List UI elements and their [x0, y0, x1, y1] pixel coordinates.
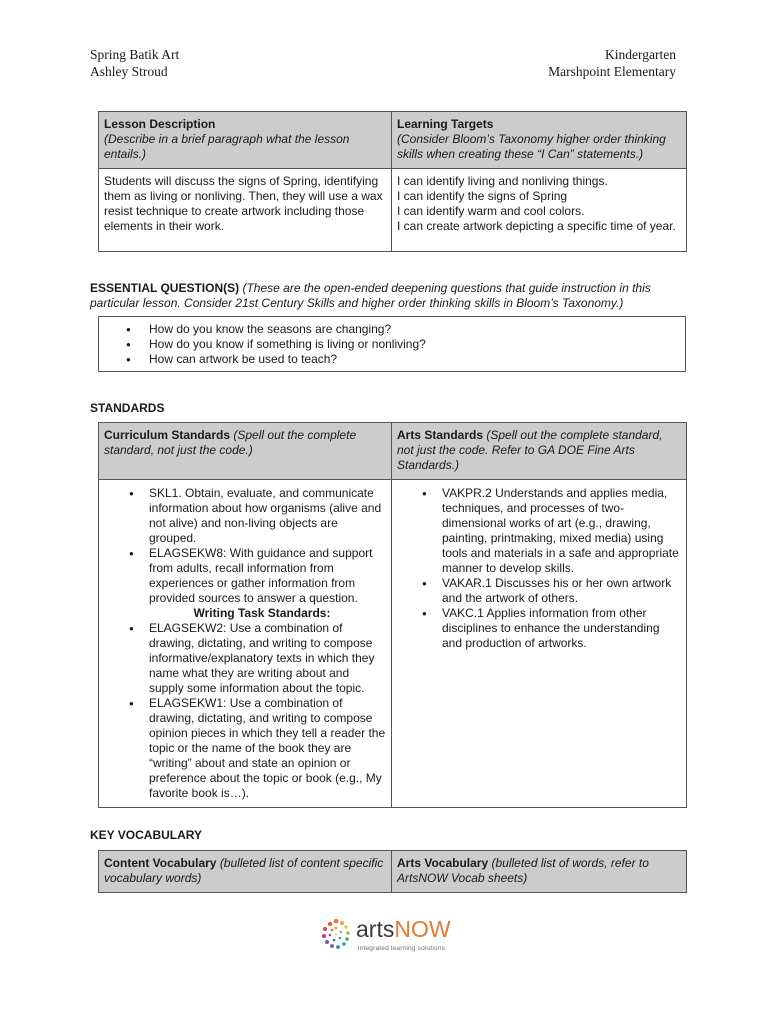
school-name: Marshpoint Elementary — [548, 64, 676, 79]
key-vocabulary-heading: KEY VOCABULARY — [90, 828, 203, 842]
learning-target: I can identify the signs of Spring — [397, 189, 568, 203]
vocabulary-table — [98, 850, 687, 893]
vocabulary-table-header — [99, 851, 687, 893]
artsnow-tagline: integrated learning solutions — [358, 945, 446, 952]
arts-standards-body — [392, 480, 687, 808]
essential-question: ● How do you know if something is living or nonliving? — [99, 337, 685, 352]
lesson-description-body: Students will discuss the signs of Spring, identifying them as living or nonliving. Then, they will use a wax resist technique to create artwork including those elements in their work. — [99, 169, 392, 252]
lesson-title: Spring Batik Art — [90, 47, 180, 62]
arts-standard: ● VAKPR.2 Understands and applies media, techniques, and processes of two-dimensional works of art (e.g., drawing, painting, printmaking, mixed media) using tools and materials in a safe and appropriate manner to develop skills. — [397, 486, 681, 576]
essential-questions-heading — [90, 281, 690, 311]
essential-question: ● How do you know the seasons are changing? — [99, 322, 685, 337]
writing-task-standards-title: Writing Task Standards: — [193, 606, 331, 620]
learning-target: I can identify warm and cool colors. — [397, 204, 585, 218]
learning-targets-title: Learning Targets — [397, 117, 494, 131]
content-vocabulary-note: (bulleted list of content specific vocabulary words) — [104, 856, 384, 885]
artsnow-logo — [316, 912, 466, 960]
standards-table-header — [99, 423, 687, 480]
artsnow-wordmark — [356, 916, 451, 943]
header-left — [90, 46, 179, 80]
lesson-description-header — [99, 112, 392, 169]
lesson-description-note: (Describe in a brief paragraph what the lesson entails.) — [104, 132, 350, 161]
lesson-table — [98, 111, 687, 252]
header-right — [548, 46, 676, 80]
arts-standard: ● VAKC.1 Applies information from other disciplines to enhance the understanding and production of artworks. — [397, 606, 681, 651]
curriculum-standard: ● SKL1. Obtain, evaluate, and communicate information about how organisms (alive and not alive) and non-living objects are grouped. — [104, 486, 386, 546]
content-vocabulary-title: Content Vocabulary — [104, 856, 217, 870]
standards-table — [98, 422, 687, 808]
arts-vocabulary-note: (bulleted list of words, refer to ArtsNOW Vocab sheets) — [397, 856, 649, 885]
learning-targets-body — [392, 169, 687, 252]
teacher-name: Ashley Stroud — [90, 64, 168, 79]
lesson-table-header — [99, 112, 687, 169]
lesson-table-body — [99, 169, 687, 252]
essential-questions-box — [98, 316, 686, 372]
arts-standards-header — [392, 423, 687, 480]
essential-questions-list — [99, 322, 685, 367]
learning-target: I can identify living and nonliving things. — [397, 174, 608, 188]
standards-heading: STANDARDS — [90, 401, 165, 415]
arts-standard: ● VAKAR.1 Discusses his or her own artwork and the artwork of others. — [397, 576, 681, 606]
artsnow-burst-icon — [316, 915, 356, 955]
curriculum-standards-body — [99, 480, 392, 808]
arts-vocabulary-header — [392, 851, 687, 893]
artsnow-wordmark-arts: arts — [356, 916, 395, 942]
writing-standard: ● ELAGSEKW1: Use a combination of drawing, dictating, and writing to compose opinion pieces in which they tell a reader the topic or the name of the book they are “writing” about and state an opinion or preference about the topic or book (e.g., My favorite book is…). — [104, 696, 386, 801]
curriculum-standards-title: Curriculum Standards — [104, 428, 231, 442]
content-vocabulary-header — [99, 851, 392, 893]
grade-level: Kindergarten — [605, 47, 676, 62]
essential-questions-title: ESSENTIAL QUESTION(S) — [90, 281, 240, 295]
arts-standards-title: Arts Standards — [397, 428, 484, 442]
learning-target: I can create artwork depicting a specific time of year. — [397, 219, 676, 233]
learning-targets-note: (Consider Bloom’s Taxonomy higher order thinking skills when creating these “I Can” statements.) — [397, 132, 666, 161]
essential-questions-note: (These are the open-ended deepening questions that guide instruction in this particular lesson. Consider 21st Century Skills and higher order thinking skills in Bloom’s Taxonomy.) — [90, 281, 651, 310]
standards-table-body — [99, 480, 687, 808]
arts-vocabulary-title: Arts Vocabulary — [397, 856, 489, 870]
arts-standards-note: (Spell out the complete standard, not just the code. Refer to GA DOE Fine Arts Standards.) — [397, 428, 663, 472]
arts-standards-list — [397, 486, 681, 651]
curriculum-standards-list — [104, 486, 386, 606]
essential-question: ● How can artwork be used to teach? — [99, 352, 685, 367]
writing-standards-list — [104, 621, 386, 801]
curriculum-standard: ● ELAGSEKW8: With guidance and support from adults, recall information from experiences or gather information from provided sources to answer a question. — [104, 546, 386, 606]
curriculum-standards-header — [99, 423, 392, 480]
writing-standard: ● ELAGSEKW2: Use a combination of drawing, dictating, and writing to compose informative/explanatory texts in which they name what they are writing about and supply some information about the topic. — [104, 621, 386, 696]
curriculum-standards-note: (Spell out the complete standard, not just the code.) — [104, 428, 357, 457]
lesson-description-title: Lesson Description — [104, 117, 216, 131]
artsnow-wordmark-now: NOW — [394, 916, 451, 942]
learning-targets-header — [392, 112, 687, 169]
